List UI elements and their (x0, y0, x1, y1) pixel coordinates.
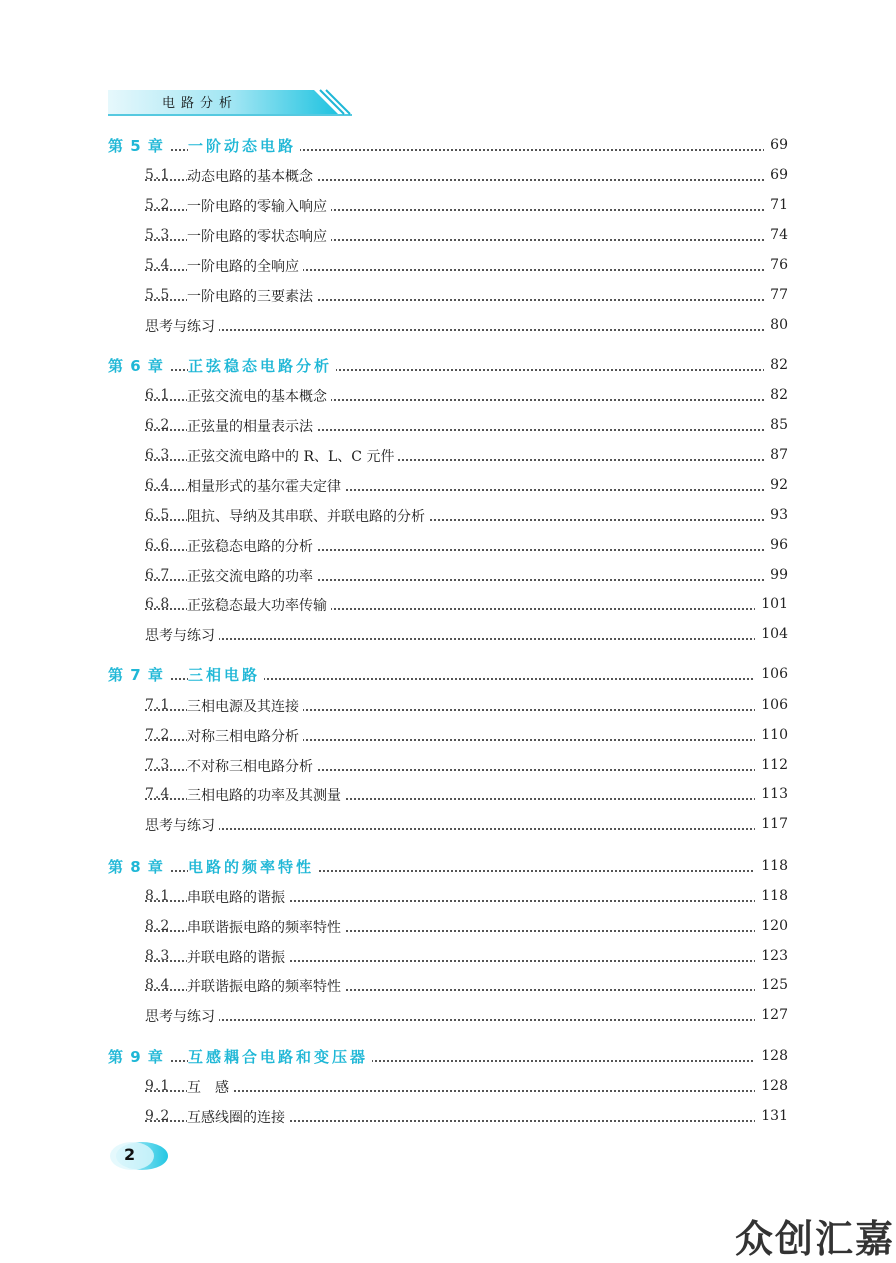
toc-chapter-row[interactable] (0, 354, 896, 378)
toc-chapter-row[interactable] (0, 1045, 896, 1069)
toc-section-row[interactable] (0, 694, 896, 718)
page-ref: 106 (755, 666, 788, 682)
page-ref: 106 (755, 697, 788, 713)
page-ref: 82 (764, 387, 788, 403)
section-number: 6.6 (145, 537, 171, 553)
chapter-title: 一阶动态电路 (188, 135, 300, 156)
section-number: 8.3 (145, 948, 171, 964)
page-ref: 96 (764, 537, 788, 553)
toc-section-row[interactable] (0, 1075, 896, 1099)
page-ref: 99 (764, 567, 788, 583)
page-ref: 76 (764, 257, 788, 273)
toc-section-row[interactable] (0, 444, 896, 468)
page-ref: 92 (764, 477, 788, 493)
page-ref: 118 (755, 888, 788, 904)
section-title: 互 感 (187, 1077, 233, 1097)
toc-chapter-row[interactable] (0, 855, 896, 879)
section-number: 6.8 (145, 596, 171, 612)
chapter-title: 正弦稳态电路分析 (188, 355, 336, 376)
section-title: 正弦交流电路的功率 (187, 566, 317, 586)
page-ref: 69 (764, 137, 788, 153)
section-title: 一阶电路的全响应 (187, 256, 303, 276)
page-ref: 82 (764, 357, 788, 373)
toc-section-row[interactable] (0, 284, 896, 308)
chapter-title: 互感耦合电路和变压器 (188, 1046, 372, 1067)
section-number: 5.5 (145, 287, 171, 303)
exercise-title: 思考与练习 (145, 316, 219, 336)
watermark-text: 众创汇嘉 (735, 1217, 896, 1261)
page-ref: 125 (755, 977, 788, 993)
section-title: 并联电路的谐振 (187, 947, 289, 967)
exercise-title: 思考与练习 (145, 1006, 219, 1026)
toc-chapter-row[interactable] (0, 134, 896, 158)
page-number-badge (104, 1138, 174, 1174)
section-title: 一阶电路的三要素法 (187, 286, 317, 306)
section-title: 正弦稳态最大功率传输 (187, 595, 331, 615)
toc-section-row[interactable] (0, 504, 896, 528)
toc-section-row[interactable] (0, 414, 896, 438)
dot-leader (145, 819, 788, 830)
toc-exercise-row[interactable] (0, 314, 896, 338)
dot-leader (145, 1081, 788, 1092)
page-ref: 128 (755, 1048, 788, 1064)
page-ref: 110 (755, 727, 788, 743)
toc-section-row[interactable] (0, 783, 896, 807)
toc-section-row[interactable] (0, 915, 896, 939)
exercise-title: 思考与练习 (145, 815, 219, 835)
section-number: 7.2 (145, 727, 171, 743)
section-title: 正弦交流电的基本概念 (187, 386, 331, 406)
toc-section-row[interactable] (0, 1105, 896, 1129)
section-title: 串联谐振电路的频率特性 (187, 917, 345, 937)
section-title: 动态电路的基本概念 (187, 166, 317, 186)
toc-section-row[interactable] (0, 724, 896, 748)
dot-leader (145, 629, 788, 640)
chapter-title: 电路的频率特性 (188, 856, 318, 877)
toc-chapter-row[interactable] (0, 663, 896, 687)
page-ref: 93 (764, 507, 788, 523)
section-title: 一阶电路的零输入响应 (187, 196, 331, 216)
page-ref: 85 (764, 417, 788, 433)
page-ref: 118 (755, 858, 788, 874)
toc-section-row[interactable] (0, 254, 896, 278)
section-number: 6.4 (145, 477, 171, 493)
section-number: 7.4 (145, 786, 171, 802)
toc-section-row[interactable] (0, 885, 896, 909)
chapter-number: 第 5 章 (108, 135, 170, 156)
page-ref: 117 (755, 816, 788, 832)
page-ref: 123 (755, 948, 788, 964)
toc-section-row[interactable] (0, 945, 896, 969)
section-number: 8.4 (145, 977, 171, 993)
toc-exercise-row[interactable] (0, 813, 896, 837)
toc-section-row[interactable] (0, 974, 896, 998)
toc-section-row[interactable] (0, 534, 896, 558)
section-number: 5.4 (145, 257, 171, 273)
dot-leader (145, 320, 788, 331)
toc-section-row[interactable] (0, 564, 896, 588)
section-number: 9.1 (145, 1078, 171, 1094)
section-number: 7.3 (145, 757, 171, 773)
section-number: 5.3 (145, 227, 171, 243)
section-number: 7.1 (145, 697, 171, 713)
section-number: 6.3 (145, 447, 171, 463)
section-title: 三相电路的功率及其测量 (187, 785, 345, 805)
page-badge-graphic (104, 1138, 174, 1174)
chapter-number: 第 9 章 (108, 1046, 170, 1067)
toc-section-row[interactable] (0, 593, 896, 617)
section-number: 5.2 (145, 197, 171, 213)
toc-section-row[interactable] (0, 474, 896, 498)
toc-exercise-row[interactable] (0, 623, 896, 647)
section-title: 对称三相电路分析 (187, 726, 303, 746)
page-ref: 101 (755, 596, 788, 612)
section-title: 一阶电路的零状态响应 (187, 226, 331, 246)
page-ref: 120 (755, 918, 788, 934)
section-number: 8.2 (145, 918, 171, 934)
page-ref: 71 (764, 197, 788, 213)
page-ref: 77 (764, 287, 788, 303)
section-number: 6.2 (145, 417, 171, 433)
chapter-title: 三相电路 (188, 664, 264, 685)
page-ref: 74 (764, 227, 788, 243)
page-number: 2 (124, 1145, 136, 1164)
section-number: 5.1 (145, 167, 171, 183)
page-ref: 113 (755, 786, 788, 802)
section-number: 6.1 (145, 387, 171, 403)
section-title: 三相电源及其连接 (187, 696, 303, 716)
page-ref: 127 (755, 1007, 788, 1023)
section-title: 正弦量的相量表示法 (187, 416, 317, 436)
section-number: 9.2 (145, 1108, 171, 1124)
running-header-title: 电路分析 (162, 96, 239, 111)
chapter-number: 第 8 章 (108, 856, 170, 877)
chapter-number: 第 7 章 (108, 664, 170, 685)
section-number: 8.1 (145, 888, 171, 904)
section-title: 串联电路的谐振 (187, 887, 289, 907)
section-title: 不对称三相电路分析 (187, 756, 317, 776)
page-ref: 131 (755, 1108, 788, 1124)
page-ref: 87 (764, 447, 788, 463)
section-number: 6.7 (145, 567, 171, 583)
page-ref: 80 (764, 317, 788, 333)
dot-leader (145, 1010, 788, 1021)
section-title: 互感线圈的连接 (187, 1107, 289, 1127)
exercise-title: 思考与练习 (145, 625, 219, 645)
toc-section-row[interactable] (0, 224, 896, 248)
toc-section-row[interactable] (0, 754, 896, 778)
toc-exercise-row[interactable] (0, 1004, 896, 1028)
section-title: 相量形式的基尔霍夫定律 (187, 476, 345, 496)
page-ref: 112 (755, 757, 788, 773)
chapter-number: 第 6 章 (108, 355, 170, 376)
toc-section-row[interactable] (0, 194, 896, 218)
toc-section-row[interactable] (0, 384, 896, 408)
section-title: 并联谐振电路的频率特性 (187, 976, 345, 996)
page-ref: 104 (755, 626, 788, 642)
page-ref: 69 (764, 167, 788, 183)
section-title: 阻抗、导纳及其串联、并联电路的分析 (187, 506, 429, 526)
toc-section-row[interactable] (0, 164, 896, 188)
page-ref: 128 (755, 1078, 788, 1094)
section-title: 正弦稳态电路的分析 (187, 536, 317, 556)
section-number: 6.5 (145, 507, 171, 523)
section-title: 正弦交流电路中的 R、L、C 元件 (187, 446, 398, 466)
